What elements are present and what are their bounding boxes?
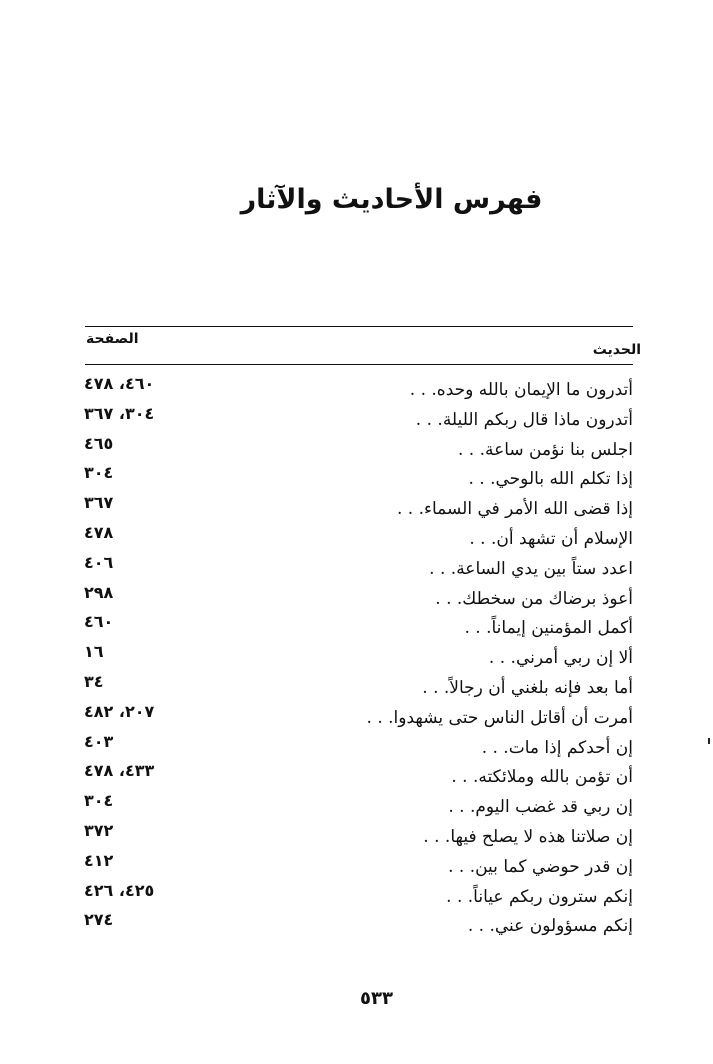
page-refs: ٢٧٤	[84, 910, 114, 930]
hadith-text: أتدرون ماذا قال ربكم الليلة. . .	[415, 409, 633, 430]
index-row	[0, 789, 713, 819]
hadith-text: اجلس بنا نؤمن ساعة. . .	[457, 439, 633, 460]
index-row	[0, 491, 713, 521]
hadith-text: إذا قضى الله الأمر في السماء. . .	[396, 499, 633, 520]
page-refs: ٤٦٠، ٤٧٨	[84, 374, 155, 393]
page-refs: ٣٦٧	[84, 493, 114, 513]
page-refs: ٤٠٦	[84, 552, 114, 572]
hadith-text: ألا إن ربي أمرني. . .	[488, 648, 633, 669]
page-refs: ٢٠٧، ٤٨٢	[84, 701, 155, 721]
page-refs: ٣٠٤، ٣٦٧	[84, 403, 155, 423]
hadith-text: أن تؤمن بالله وملائكته. . .	[451, 767, 633, 788]
index-row	[0, 849, 713, 879]
page-refs: ٤٢٥، ٤٢٦	[84, 880, 155, 900]
page-refs: ٤٣٣، ٤٧٨	[84, 761, 155, 781]
hadith-text: إنكم سترون ربكم عياناً. . .	[446, 886, 633, 907]
index-row	[0, 908, 713, 938]
page-title: فهرس الأحاديث والآثار	[240, 184, 543, 215]
hadith-text: أمرت أن أقاتل الناس حتى يشهدوا. . .	[366, 707, 633, 728]
page-refs: ٣٤	[84, 671, 104, 691]
scan-speck	[708, 738, 710, 744]
index-row	[0, 581, 713, 611]
page-column-header: الصفحة	[86, 331, 139, 347]
index-row	[0, 551, 713, 581]
hadith-text: أما بعد فإنه بلغني أن رجالاً. . .	[422, 677, 633, 698]
page-refs: ٤٦٥	[84, 433, 114, 453]
index-list	[0, 372, 713, 938]
index-row	[0, 372, 713, 402]
hadith-text: إذا تكلم الله بالوحي. . .	[468, 469, 633, 490]
hadith-text: إن صلاتنا هذه لا يصلح فيها. . .	[423, 826, 633, 847]
page-refs: ٣٧٢	[84, 820, 114, 840]
hadith-text: إن أحدكم إذا مات. . .	[481, 737, 633, 758]
hadith-text: إن ربي قد غضب اليوم. . .	[448, 797, 633, 818]
index-row	[0, 610, 713, 640]
hadith-text: أتدرون ما الإيمان بالله وحده. . .	[409, 380, 633, 400]
header-bottom-rule	[85, 364, 633, 365]
page-refs: ٣٠٤	[84, 463, 114, 483]
page-refs: ٤١٢	[84, 850, 114, 870]
page-number: ٥٣٣	[360, 988, 393, 1009]
hadith-text: أكمل المؤمنين إيماناً. . .	[464, 618, 633, 639]
hadith-text: أعوذ برضاك من سخطك. . .	[435, 588, 633, 609]
index-row	[0, 670, 713, 700]
hadith-text: إنكم مسؤولون عني. . .	[467, 916, 633, 937]
index-row	[0, 759, 713, 789]
page-refs: ٤٠٣	[84, 731, 114, 751]
hadith-column-header: الحديث	[592, 342, 641, 358]
page-refs: ٤٧٨	[84, 522, 114, 542]
index-row	[0, 879, 713, 909]
hadith-text: الإسلام أن تشهد أن. . .	[469, 528, 633, 549]
index-row	[0, 640, 713, 670]
index-row	[0, 402, 713, 432]
header-top-rule	[85, 326, 633, 327]
page-refs: ٤٦٠	[84, 612, 114, 632]
index-row	[0, 432, 713, 462]
index-row	[0, 461, 713, 491]
hadith-text: اعدد ستاً بين يدي الساعة. . .	[429, 558, 633, 579]
page-refs: ٣٠٤	[84, 791, 114, 811]
index-row	[0, 700, 713, 730]
page-refs: ١٦	[84, 642, 104, 662]
page-refs: ٢٩٨	[84, 582, 114, 602]
index-row	[0, 819, 713, 849]
hadith-text: إن قدر حوضي كما بين. . .	[448, 856, 633, 877]
index-row	[0, 521, 713, 551]
index-row	[0, 730, 713, 760]
